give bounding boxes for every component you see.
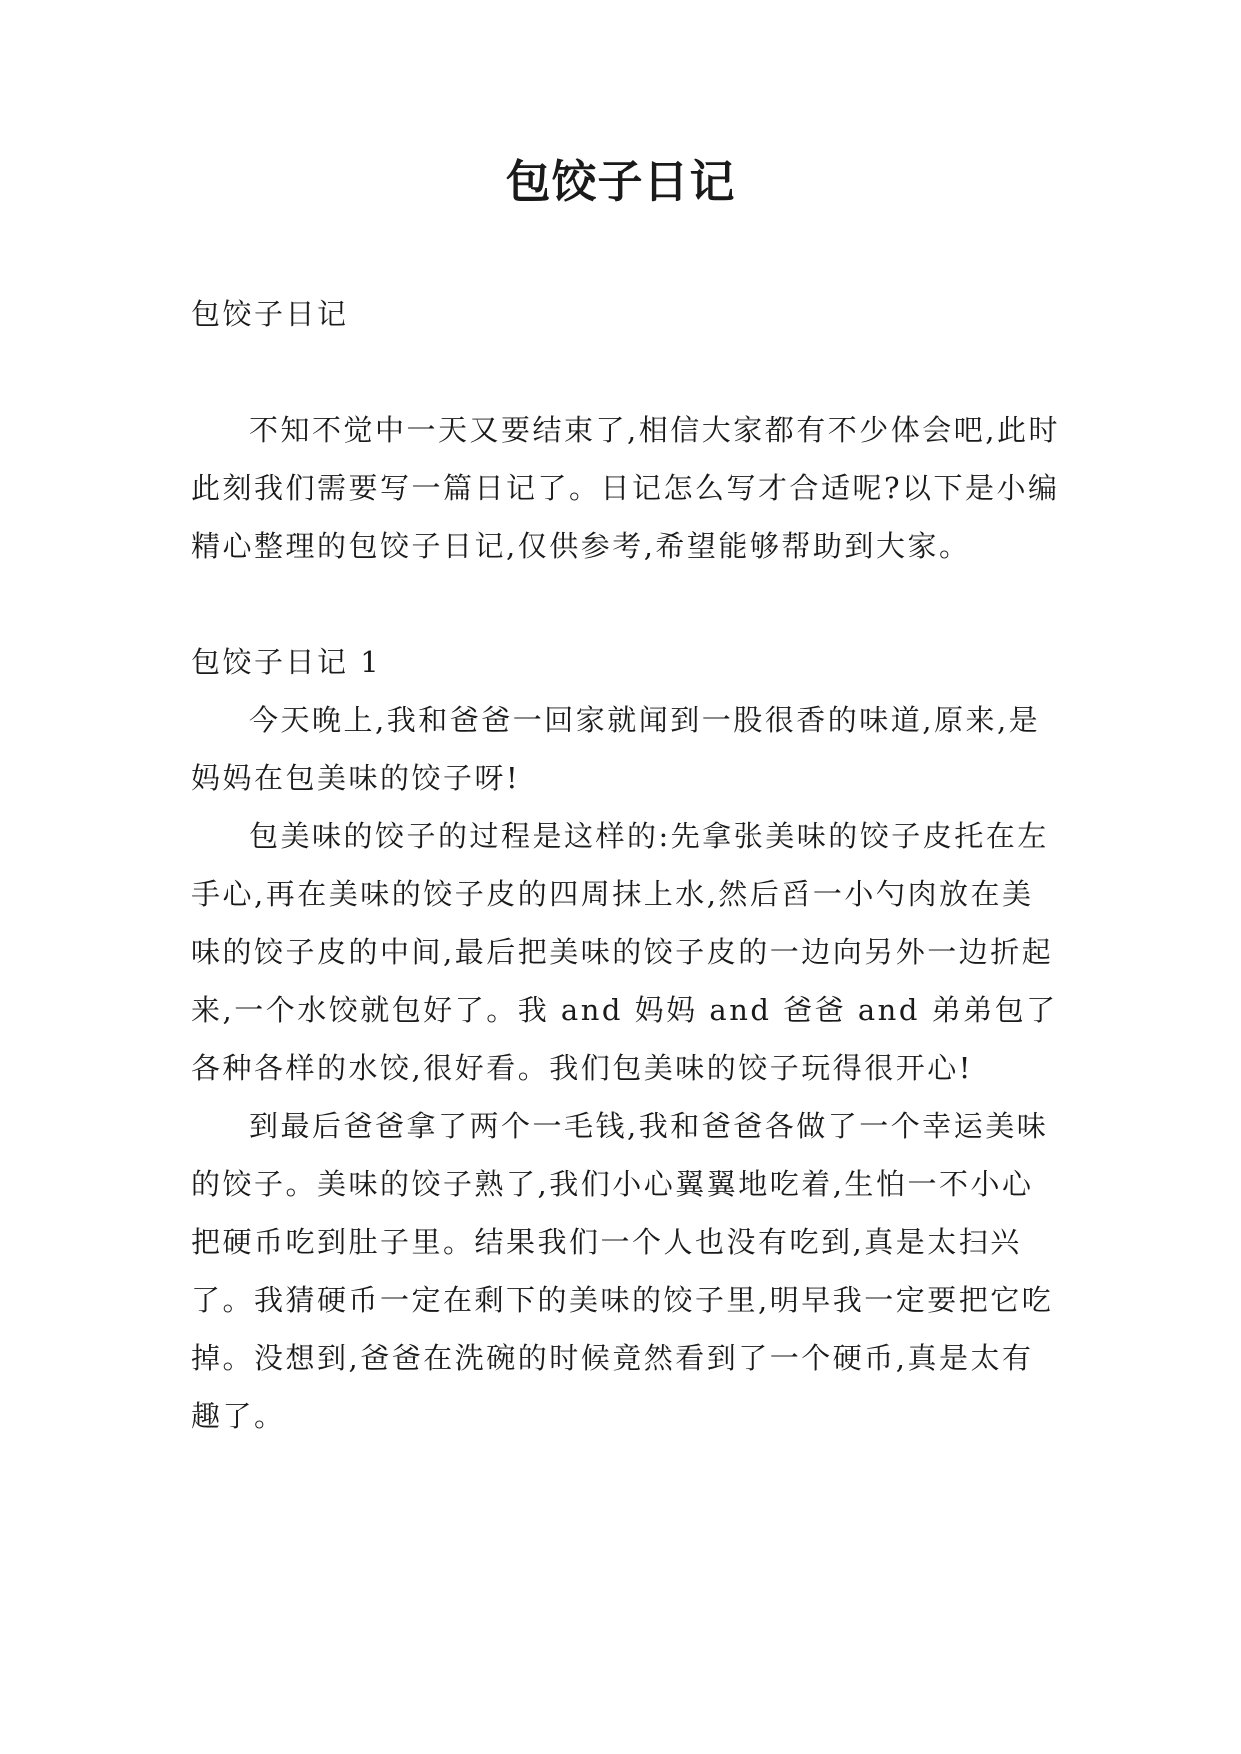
intro-paragraph: 不知不觉中一天又要结束了,相信大家都有不少体会吧,此时此刻我们需要写一篇日记了。日记怎么写才合适呢?以下是小编精心整理的包饺子日记,仅供参考,希望能够帮助到大家。 <box>191 413 1060 563</box>
body-paragraph: 到最后爸爸拿了两个一毛钱,我和爸爸各做了一个幸运美味的饺子。美味的饺子熟了,我们小心翼翼地吃着,生怕一不小心把硬币吃到肚子里。结果我们一个人也没有吃到,真是太扫兴了。我猜硬币一定在剩下的美味的饺子里,明早我一定要把它吃掉。没想到,爸爸在洗碗的时候竟然看到了一个硬币,真是太有趣了。 <box>191 1109 1054 1433</box>
body-paragraph: 今天晚上,我和爸爸一回家就闻到一股很香的味道,原来,是妈妈在包美味的饺子呀! <box>191 703 1041 795</box>
section-heading: 包饺子日记 1 <box>191 645 382 679</box>
document-title: 包饺子日记 <box>505 155 736 208</box>
document-body <box>191 285 1061 1445</box>
document-subtitle: 包饺子日记 <box>191 297 349 331</box>
body-paragraph: 包美味的饺子的过程是这样的:先拿张美味的饺子皮托在左手心,再在美味的饺子皮的四周抹上水,然后舀一小勺肉放在美味的饺子皮的中间,最后把美味的饺子皮的一边向另外一边折起来,一个水饺就包好了。我 and 妈妈 and 爸爸 and 弟弟包了各种各样的水饺,很好看。我们包美味的饺子玩得很开心! <box>191 819 1058 1085</box>
